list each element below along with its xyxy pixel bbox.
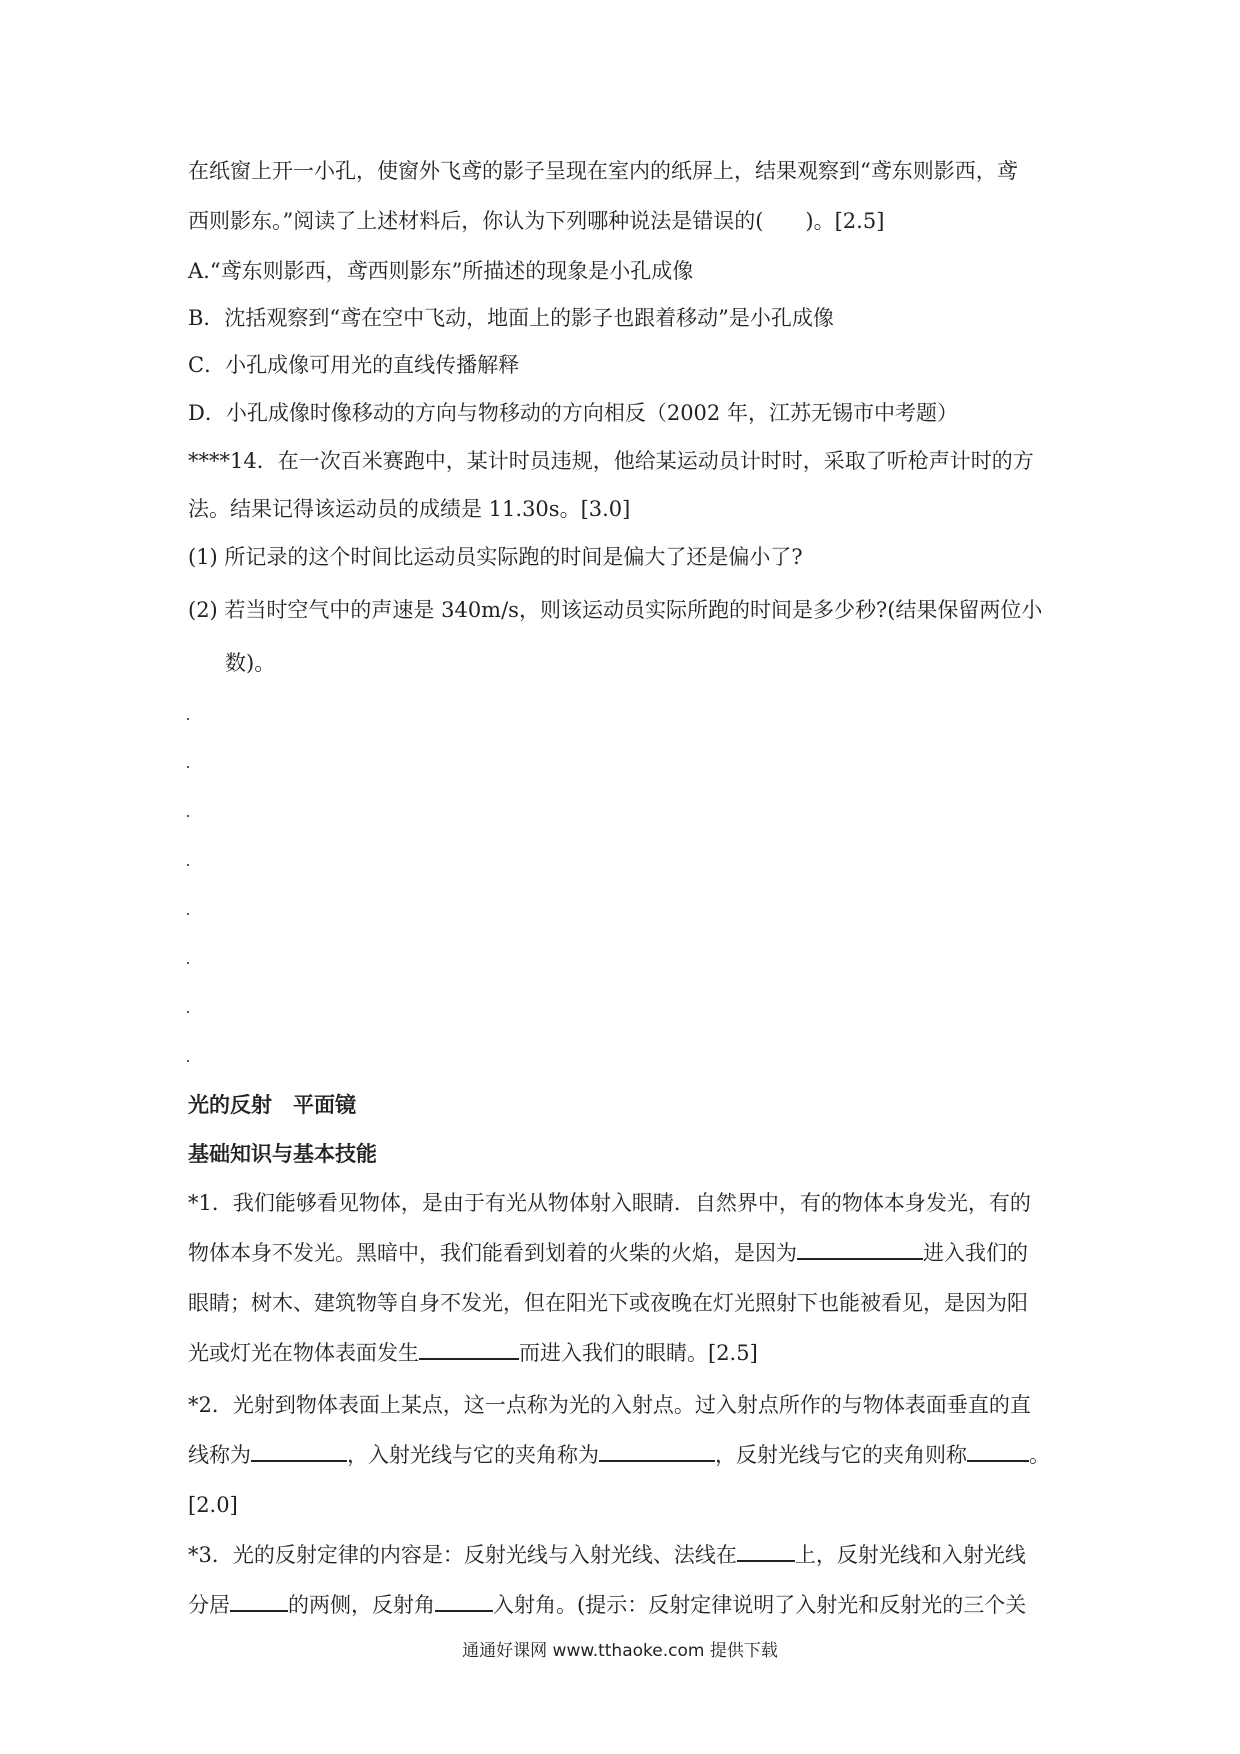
q3-line-1-text-a: *3．光的反射定律的内容是：反射光线与入射光线、法线在	[188, 1543, 737, 1567]
answer-blank[interactable]	[797, 1238, 923, 1260]
q14-subquestion-1: (1) 所记录的这个时间比运动员实际跑的时间是偏大了还是偏小了?	[188, 545, 803, 569]
q14-line-2: 法。结果记得该运动员的成绩是 11.30s。[3.0]	[188, 497, 631, 521]
q13-line-2: 西则影东。”阅读了上述材料后，你认为下列哪种说法是错误的( )。[2.5]	[188, 209, 885, 233]
q2-line-3: [2.0]	[188, 1493, 238, 1517]
answer-blank[interactable]	[230, 1590, 288, 1612]
answer-blank[interactable]	[251, 1440, 347, 1462]
answer-blank[interactable]	[967, 1440, 1029, 1462]
q2-line-2-text-c: ，反射光线与它的夹角则称	[715, 1443, 967, 1467]
q2-line-2	[188, 1440, 1068, 1470]
answer-blank[interactable]	[599, 1440, 715, 1462]
q14-subquestion-2: (2) 若当时空气中的声速是 340m/s，则该运动员实际所跑的时间是多少秒?(结果保留两位小	[188, 598, 1043, 622]
margin-dot	[187, 1011, 189, 1013]
q3-line-2-text-c: 入射角。(提示：反射定律说明了入射光和反射光的三个关	[493, 1593, 1027, 1617]
q13-option-b: B．沈括观察到“鸢在空中飞动，地面上的影子也跟着移动”是小孔成像	[188, 306, 834, 330]
q1-line-2-text-b: 进入我们的	[923, 1241, 1028, 1265]
section-subtitle: 基础知识与基本技能	[188, 1142, 377, 1166]
q2-line-1: *2．光射到物体表面上某点，这一点称为光的入射点。过入射点所作的与物体表面垂直的直	[188, 1393, 1031, 1417]
q14-subquestion-2-cont: 数)。	[225, 651, 276, 675]
margin-dot	[187, 718, 189, 720]
q1-line-2-text-a: 物体本身不发光。黑暗中，我们能看到划着的火柴的火焰，是因为	[188, 1241, 797, 1265]
answer-blank[interactable]	[737, 1540, 795, 1562]
q3-line-1	[188, 1540, 1068, 1570]
page-footer: 通通好课网 www.tthaoke.com 提供下载	[462, 1641, 778, 1661]
q2-line-2-text-d: 。	[1029, 1443, 1050, 1467]
answer-blank[interactable]	[435, 1590, 493, 1612]
q1-line-4-text-a: 光或灯光在物体表面发生	[188, 1341, 419, 1365]
q2-line-2-text-b: ，入射光线与它的夹角称为	[347, 1443, 599, 1467]
margin-dot	[187, 913, 189, 915]
q13-option-a: A.“鸢东则影西，鸢西则影东”所描述的现象是小孔成像	[188, 259, 694, 283]
q1-line-2	[188, 1238, 1068, 1268]
q1-line-1: *1．我们能够看见物体，是由于有光从物体射入眼睛．自然界中，有的物体本身发光，有的	[188, 1191, 1031, 1215]
margin-dot	[187, 864, 189, 866]
q13-option-c: C．小孔成像可用光的直线传播解释	[188, 353, 520, 377]
q3-line-2-text-a: 分居	[188, 1593, 230, 1617]
q3-line-1-text-b: 上，反射光线和入射光线	[794, 1543, 1026, 1567]
q13-option-d: D．小孔成像时像移动的方向与物移动的方向相反（2002 年，江苏无锡市中考题）	[188, 401, 958, 425]
section-title: 光的反射 平面镜	[188, 1093, 356, 1117]
margin-dot	[187, 815, 189, 817]
q14-line-1: ****14．在一次百米赛跑中，某计时员违规，他给某运动员计时时，采取了听枪声计时的方	[188, 449, 1034, 473]
q1-line-4	[188, 1338, 1068, 1368]
margin-dot	[187, 962, 189, 964]
q3-line-2-text-b: 的两侧，反射角	[288, 1593, 435, 1617]
margin-dot	[187, 1060, 189, 1062]
q3-line-2	[188, 1590, 1068, 1620]
q13-line-1: 在纸窗上开一小孔，使窗外飞鸢的影子呈现在室内的纸屏上，结果观察到“鸢东则影西，鸢	[188, 159, 1018, 183]
q1-line-4-text-b: 而进入我们的眼睛。[2.5]	[519, 1341, 758, 1365]
answer-blank[interactable]	[419, 1338, 519, 1360]
q2-line-2-text-a: 线称为	[188, 1443, 251, 1467]
q1-line-3: 眼睛；树木、建筑物等自身不发光，但在阳光下或夜晚在灯光照射下也能被看见，是因为阳	[188, 1291, 1028, 1315]
margin-dot	[187, 766, 189, 768]
